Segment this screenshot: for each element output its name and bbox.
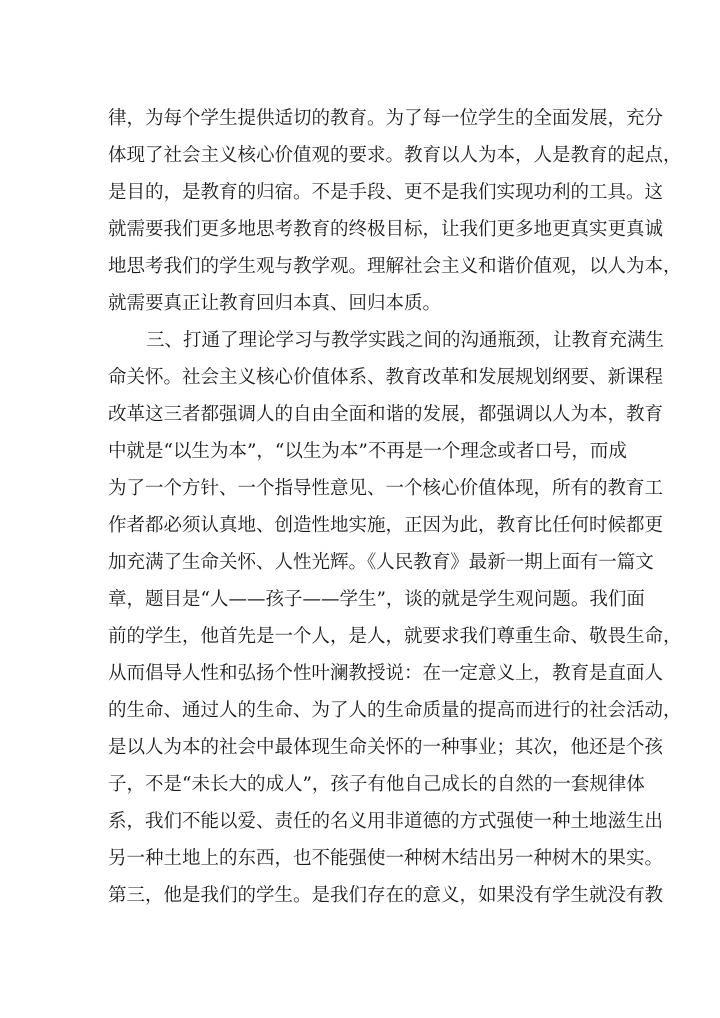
text-line: 地思考我们的学生观与教学观。理解社会主义和谐价值观，以人为本，: [108, 256, 682, 277]
text-line: 前的学生，他首先是一个人，是人，就要求我们尊重生命、敬畏生命，: [108, 626, 682, 647]
text-line: 命关怀。社会主义核心价值体系、教育改革和发展规划纲要、新课程: [108, 367, 664, 388]
text-line: 中就是“以生为本”，“以生为本”不再是一个理念或者口号，而成: [108, 441, 627, 462]
text-line: 章，题目是“人——孩子——学生”，谈的就是学生观问题。我们面: [108, 589, 645, 610]
text-line: 加充满了生命关怀、人性光辉。《人民教育》最新一期上面有一篇文: [108, 552, 654, 573]
text-line: 子，不是“未长大的成人”，孩子有他自己成长的自然的一套规律体: [108, 774, 645, 795]
paragraph-heading-line: 三、打通了理论学习与教学实践之间的沟通瓶颈，让教育充满生: [146, 330, 665, 351]
text-line: 的生命、通过人的生命、为了人的生命质量的提高而进行的社会活动，: [108, 700, 682, 721]
text-line: 律，为每个学生提供适切的教育。为了每一位学生的全面发展，充分: [108, 108, 664, 129]
text-line: 是目的，是教育的归宿。不是手段、更不是我们实现功利的工具。这: [108, 182, 664, 203]
text-line: 就需要真正让教育回归本真、回归本质。: [108, 293, 442, 314]
text-line: 从而倡导人性和弘扬个性叶澜教授说：在一定意义上，教育是直面人: [108, 663, 664, 684]
text-line: 改革这三者都强调人的自由全面和谐的发展，都强调以人为本，教育: [108, 404, 664, 425]
text-line: 作者都必须认真地、创造性地实施，正因为此，教育比任何时候都更: [108, 515, 664, 536]
text-line: 第三，他是我们的学生。是我们存在的意义，如果没有学生就没有教: [108, 885, 664, 906]
text-line: 另一种土地上的东西，也不能强使一种树木结出另一种树木的果实。: [108, 848, 664, 869]
text-line: 是以人为本的社会中最体现生命关怀的一种事业；其次，他还是个孩: [108, 737, 664, 758]
text-line: 就需要我们更多地思考教育的终极目标，让我们更多地更真实更真诚: [108, 219, 664, 240]
text-line: 为了一个方针、一个指导性意见、一个核心价值体现，所有的教育工: [108, 478, 664, 499]
text-line: 系，我们不能以爱、责任的名义用非道德的方式强使一种土地滋生出: [108, 811, 664, 832]
text-line: 体现了社会主义核心价值观的要求。教育以人为本，人是教育的起点，: [108, 145, 682, 166]
